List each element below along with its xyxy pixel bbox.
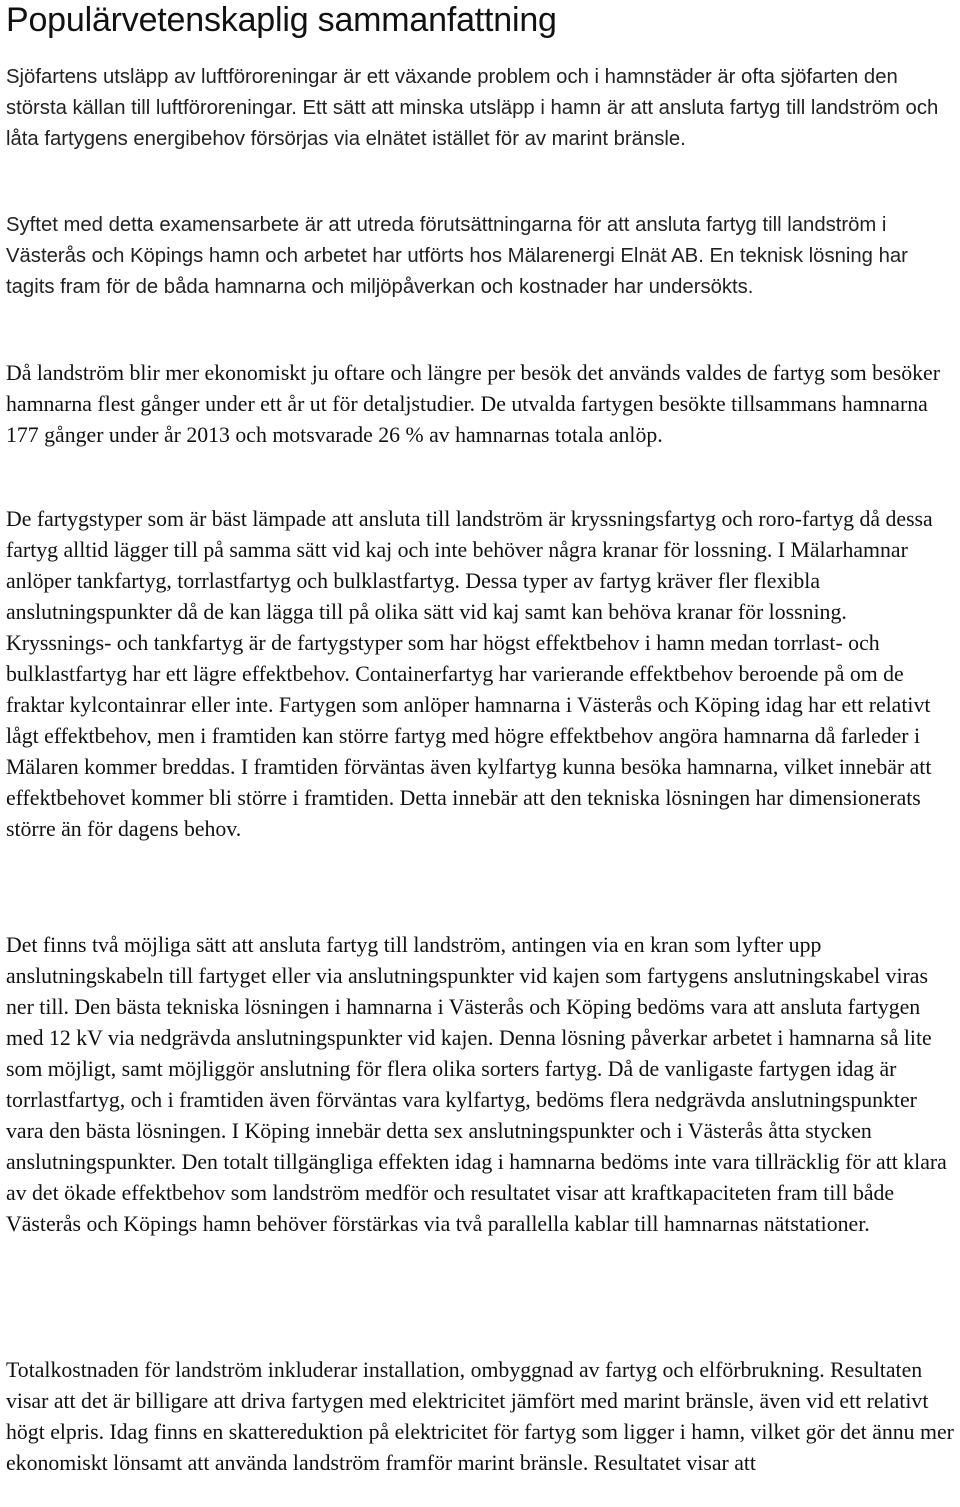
paragraph-purpose: Syftet med detta examensarbete är att utreda förutsättningarna för att ansluta fartyg till landström i Västerås och Köpings hamn och arbetet har utförts hos Mälarenergi Elnät AB. En teknisk lösning har tagits fram för de båda hamnarna och miljöpåverkan och kostnader har undersökts. — [6, 214, 908, 298]
paragraph-intro: Sjöfartens utsläpp av luftföroreningar är ett växande problem och i hamnstäder är ofta sjöfarten den största källan till luftföroreningar. Ett sätt att minska utsläpp i hamn är att ansluta fartyg till landström och låta fartygens energibehov försörjas via elnätet istället för av marint bränsle. — [6, 66, 939, 150]
document-page — [6, 0, 956, 1475]
paragraph-technical-solution: Det finns två möjliga sätt att ansluta fartyg till landström, antingen via en kran som lyfter upp anslutningskabeln till fartyget eller via anslutningspunkter vid kajen som fartygens anslutningskabel viras ner till. Den bästa tekniska lösningen i hamnarna i Västerås och Köping bedöms vara att ansluta fartygen med 12 kV via nedgrävda anslutningspunkter vid kajen. Denna lösning påverkar arbetet i hamnarna så lite som möjligt, samt möjliggör anslutning för flera olika sorters fartyg. Då de vanligaste fartygen idag är torrlastfartyg, och i framtiden även förväntas vara kylfartyg, bedöms flera nedgrävda anslutningspunkter vara den bästa lösningen. I Köping innebär detta sex anslutningspunkter och i Västerås åtta stycken anslutningspunkter. Den totalt tillgängliga effekten idag i hamnarna bedöms inte vara tillräcklig för att klara av det ökade effektbehov som landström medför och resultatet visar att kraftkapaciteten fram till både Västerås och Köpings hamn behöver förstärkas via två parallella kablar till hamnarnas nätstationer. — [6, 933, 947, 1236]
page-title: Populärvetenskaplig sammanfattning — [6, 1, 557, 39]
paragraph-selection: Då landström blir mer ekonomiskt ju oftare och längre per besök det används valdes de fartyg som besöker hamnarna flest gånger under ett år ut för detaljstudier. De utvalda fartygen besökte tillsammans hamnarna 177 gånger under år 2013 och motsvarade 26 % av hamnarnas totala anlöp. — [6, 361, 940, 447]
paragraph-ship-types: De fartygstyper som är bäst lämpade att ansluta till landström är kryssningsfartyg och roro-fartyg då dessa fartyg alltid lägger till på samma sätt vid kaj och inte behöver några kranar för lossning. I Mälarhamnar anlöper tankfartyg, torrlastfartyg och bulklastfartyg. Dessa typer av fartyg kräver fler flexibla anslutningspunkter då de kan lägga till på olika sätt vid kaj samt kan behöva kranar för lossning. Kryssnings- och tankfartyg är de fartygstyper som har högst effektbehov i hamn medan torrlast- och bulklastfartyg har ett lägre effektbehov. Containerfartyg har varierande effektbehov beroende på om de fraktar kylcontainrar eller inte. Fartygen som anlöper hamnarna i Västerås och Köping idag har ett relativt lågt effektbehov, men i framtiden kan större fartyg med högre effektbehov angöra hamnarna då farleder i Mälaren kommer breddas. I framtiden förväntas även kylfartyg kunna besöka hamnarna, vilket innebär att effektbehovet kommer bli större i framtiden. Detta innebär att den tekniska lösningen har dimensionerats större än för dagens behov. — [6, 507, 933, 841]
paragraph-costs: Totalkostnaden för landström inkluderar installation, ombyggnad av fartyg och elförbrukning. Resultaten visar att det är billigare att driva fartygen med elektricitet jämfört med marint bränsle, även vid ett relativt högt elpris. Idag finns en skattereduktion på elektricitet för fartyg som ligger i hamn, vilket gör det ännu mer ekonomiskt lönsamt att använda landström framför marint bränsle. Resultatet visar att — [6, 1358, 954, 1475]
